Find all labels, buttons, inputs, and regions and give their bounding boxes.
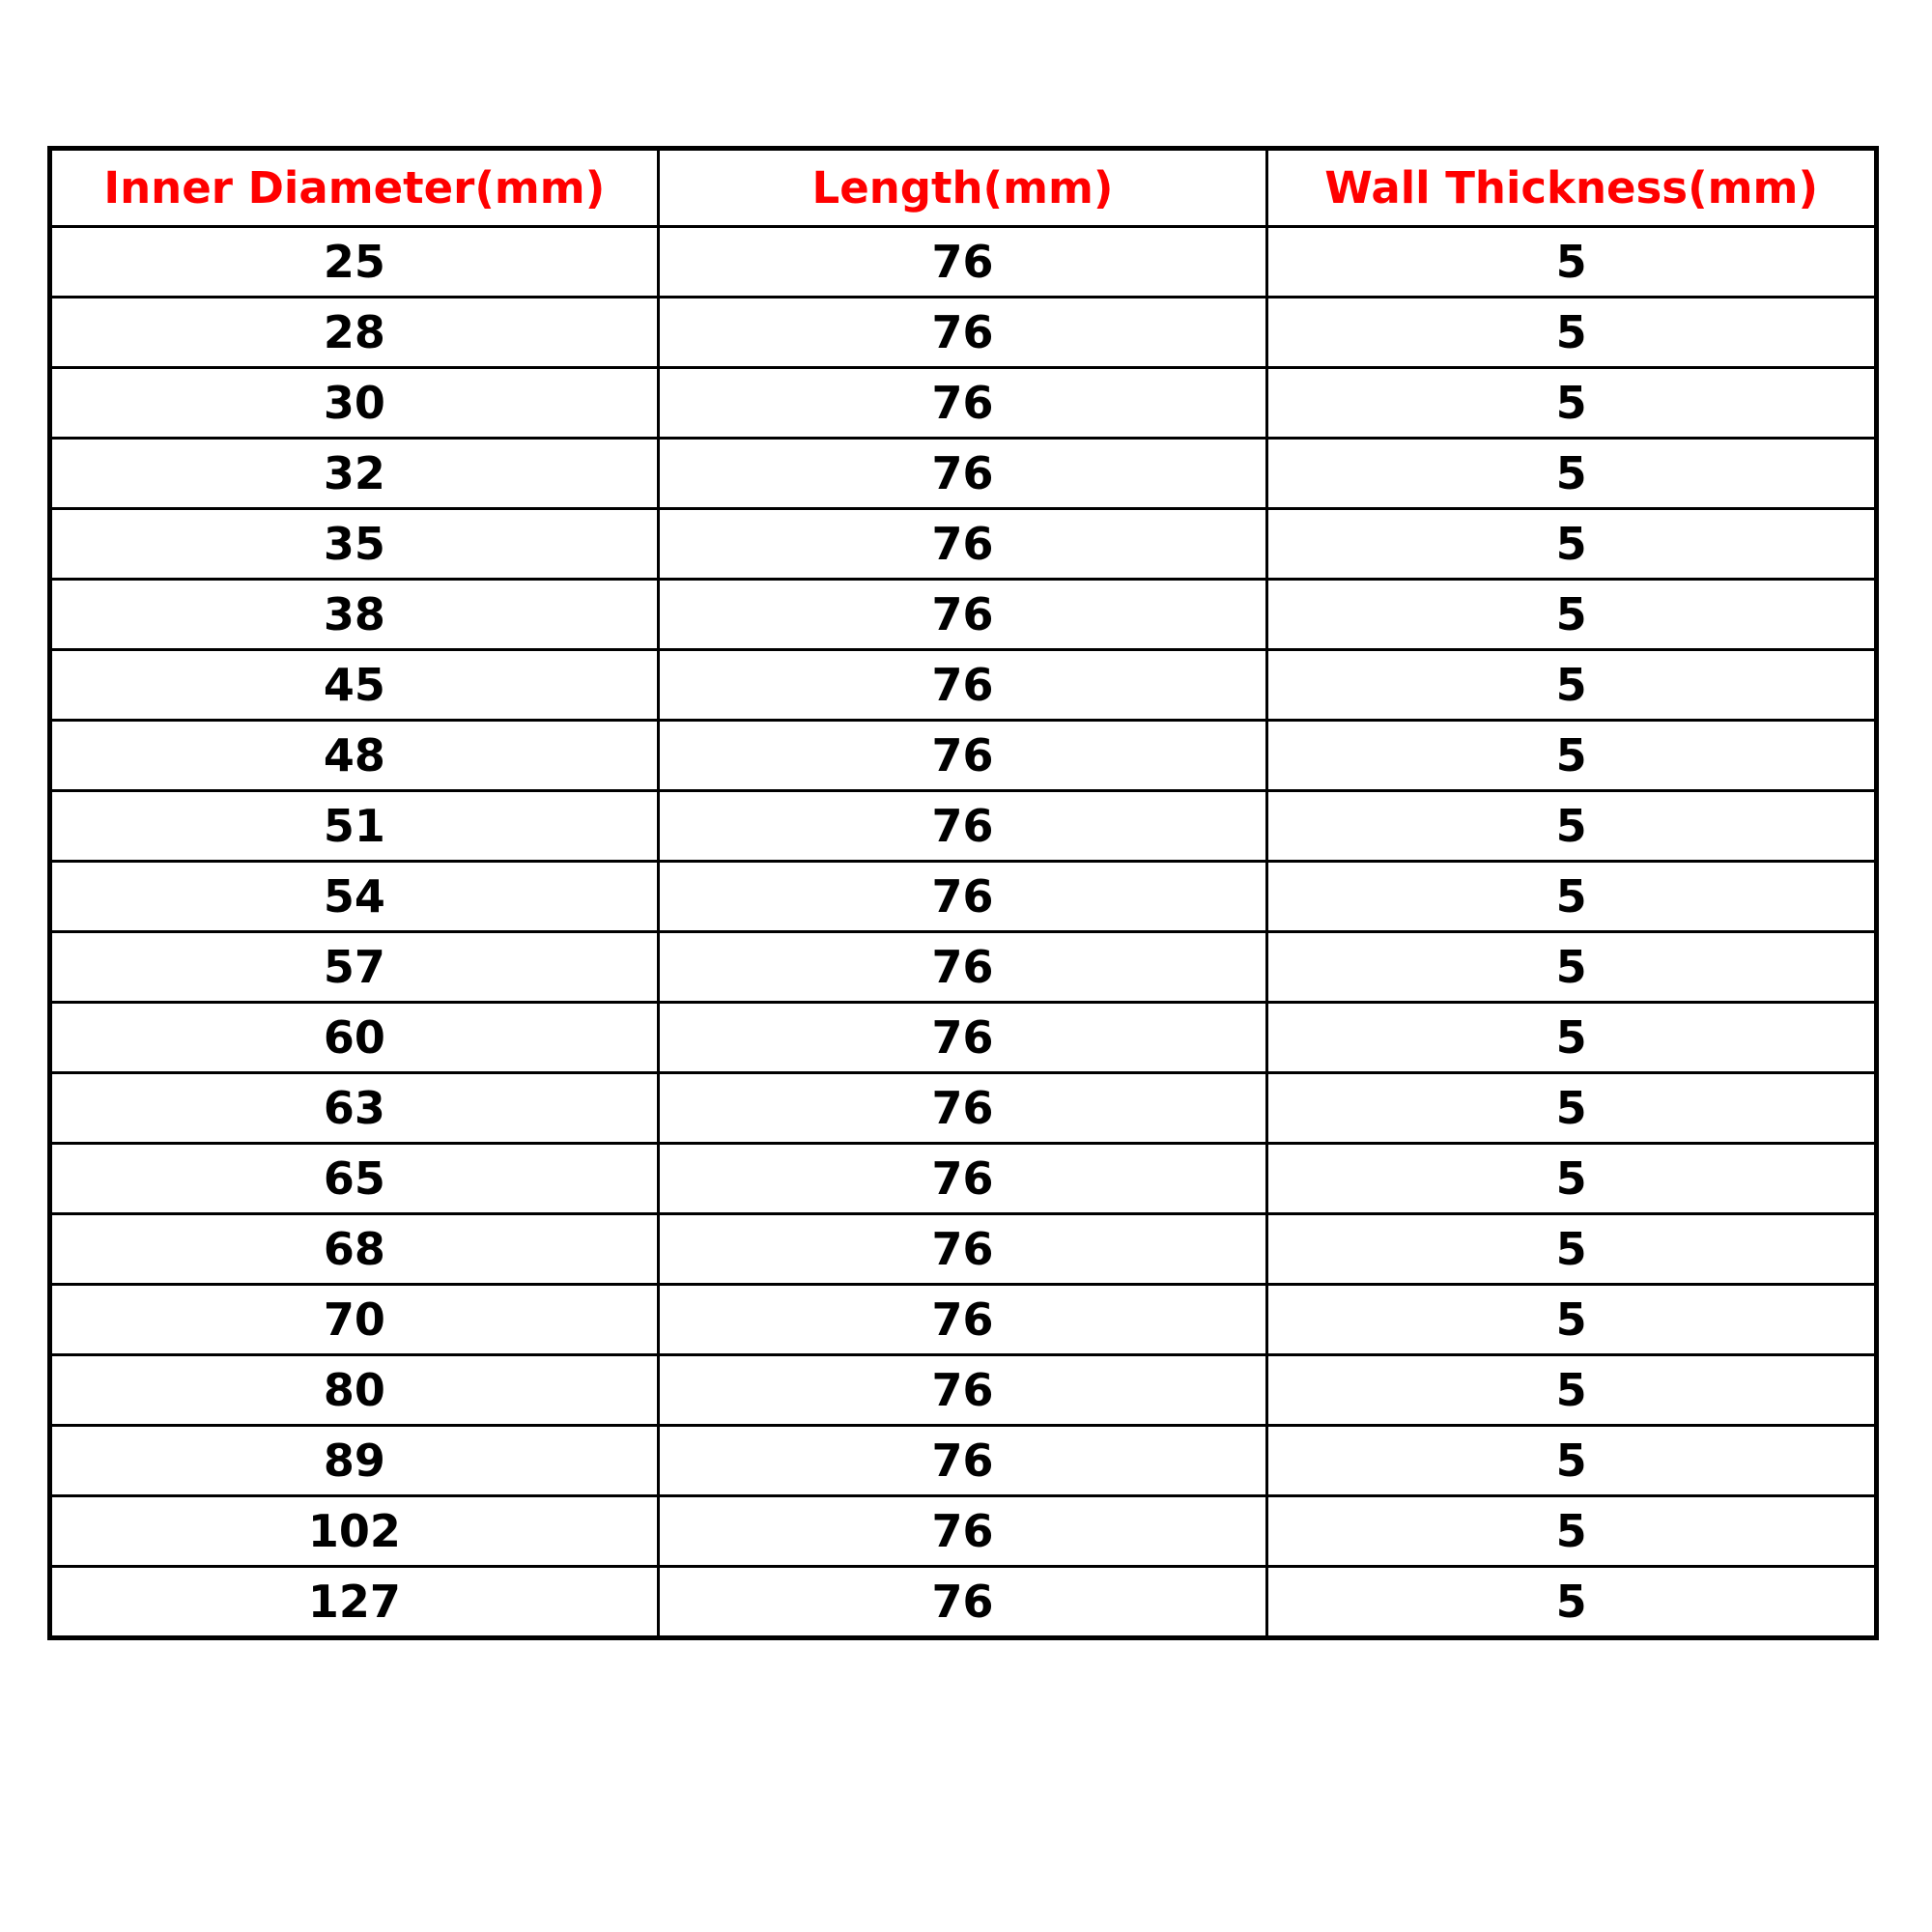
table-row bbox=[50, 1073, 1877, 1144]
table-row bbox=[50, 862, 1877, 932]
table-row bbox=[50, 721, 1877, 791]
table-row bbox=[50, 580, 1877, 650]
cell-wall-thickness: 5 bbox=[1267, 1214, 1877, 1285]
cell-length: 76 bbox=[658, 1003, 1267, 1073]
table-row bbox=[50, 650, 1877, 721]
cell-wall-thickness: 5 bbox=[1267, 1285, 1877, 1355]
cell-inner-diameter: 32 bbox=[50, 439, 659, 509]
table-row bbox=[50, 1567, 1877, 1638]
cell-inner-diameter: 35 bbox=[50, 509, 659, 580]
cell-length: 76 bbox=[658, 1567, 1267, 1638]
cell-inner-diameter: 68 bbox=[50, 1214, 659, 1285]
table-row bbox=[50, 509, 1877, 580]
table-row bbox=[50, 932, 1877, 1003]
cell-inner-diameter: 102 bbox=[50, 1496, 659, 1567]
table-header-row bbox=[50, 149, 1877, 227]
cell-length: 76 bbox=[658, 1426, 1267, 1496]
table-row bbox=[50, 1285, 1877, 1355]
cell-length: 76 bbox=[658, 862, 1267, 932]
cell-inner-diameter: 70 bbox=[50, 1285, 659, 1355]
cell-inner-diameter: 38 bbox=[50, 580, 659, 650]
cell-wall-thickness: 5 bbox=[1267, 298, 1877, 368]
cell-length: 76 bbox=[658, 368, 1267, 439]
cell-length: 76 bbox=[658, 580, 1267, 650]
cell-length: 76 bbox=[658, 932, 1267, 1003]
cell-wall-thickness: 5 bbox=[1267, 1496, 1877, 1567]
cell-wall-thickness: 5 bbox=[1267, 368, 1877, 439]
cell-inner-diameter: 45 bbox=[50, 650, 659, 721]
cell-length: 76 bbox=[658, 650, 1267, 721]
cell-length: 76 bbox=[658, 439, 1267, 509]
cell-length: 76 bbox=[658, 721, 1267, 791]
cell-inner-diameter: 54 bbox=[50, 862, 659, 932]
cell-length: 76 bbox=[658, 1144, 1267, 1214]
cell-inner-diameter: 25 bbox=[50, 227, 659, 298]
cell-length: 76 bbox=[658, 1496, 1267, 1567]
cell-wall-thickness: 5 bbox=[1267, 862, 1877, 932]
table-row bbox=[50, 1144, 1877, 1214]
cell-length: 76 bbox=[658, 509, 1267, 580]
cell-wall-thickness: 5 bbox=[1267, 580, 1877, 650]
cell-wall-thickness: 5 bbox=[1267, 1144, 1877, 1214]
cell-inner-diameter: 28 bbox=[50, 298, 659, 368]
table-row bbox=[50, 298, 1877, 368]
cell-wall-thickness: 5 bbox=[1267, 791, 1877, 862]
cell-inner-diameter: 60 bbox=[50, 1003, 659, 1073]
cell-inner-diameter: 127 bbox=[50, 1567, 659, 1638]
cell-inner-diameter: 51 bbox=[50, 791, 659, 862]
cell-inner-diameter: 63 bbox=[50, 1073, 659, 1144]
cell-length: 76 bbox=[658, 227, 1267, 298]
cell-wall-thickness: 5 bbox=[1267, 227, 1877, 298]
cell-wall-thickness: 5 bbox=[1267, 721, 1877, 791]
table-row bbox=[50, 439, 1877, 509]
spec-table bbox=[47, 146, 1879, 1640]
header-length: Length(mm) bbox=[658, 149, 1267, 227]
table-row bbox=[50, 1496, 1877, 1567]
cell-length: 76 bbox=[658, 791, 1267, 862]
cell-wall-thickness: 5 bbox=[1267, 650, 1877, 721]
cell-inner-diameter: 48 bbox=[50, 721, 659, 791]
cell-length: 76 bbox=[658, 1355, 1267, 1426]
table-body bbox=[50, 227, 1877, 1638]
cell-wall-thickness: 5 bbox=[1267, 1426, 1877, 1496]
table-row bbox=[50, 368, 1877, 439]
table-row bbox=[50, 1214, 1877, 1285]
cell-inner-diameter: 65 bbox=[50, 1144, 659, 1214]
header-inner-diameter: Inner Diameter(mm) bbox=[50, 149, 659, 227]
cell-length: 76 bbox=[658, 1285, 1267, 1355]
cell-wall-thickness: 5 bbox=[1267, 1355, 1877, 1426]
cell-wall-thickness: 5 bbox=[1267, 509, 1877, 580]
table-row bbox=[50, 791, 1877, 862]
table-row bbox=[50, 227, 1877, 298]
cell-inner-diameter: 89 bbox=[50, 1426, 659, 1496]
cell-length: 76 bbox=[658, 298, 1267, 368]
cell-inner-diameter: 80 bbox=[50, 1355, 659, 1426]
cell-wall-thickness: 5 bbox=[1267, 1567, 1877, 1638]
cell-wall-thickness: 5 bbox=[1267, 439, 1877, 509]
cell-inner-diameter: 57 bbox=[50, 932, 659, 1003]
cell-wall-thickness: 5 bbox=[1267, 932, 1877, 1003]
cell-inner-diameter: 30 bbox=[50, 368, 659, 439]
cell-length: 76 bbox=[658, 1214, 1267, 1285]
table-row bbox=[50, 1355, 1877, 1426]
table-row bbox=[50, 1426, 1877, 1496]
table-row bbox=[50, 1003, 1877, 1073]
cell-wall-thickness: 5 bbox=[1267, 1073, 1877, 1144]
cell-length: 76 bbox=[658, 1073, 1267, 1144]
cell-wall-thickness: 5 bbox=[1267, 1003, 1877, 1073]
header-wall-thickness: Wall Thickness(mm) bbox=[1267, 149, 1877, 227]
